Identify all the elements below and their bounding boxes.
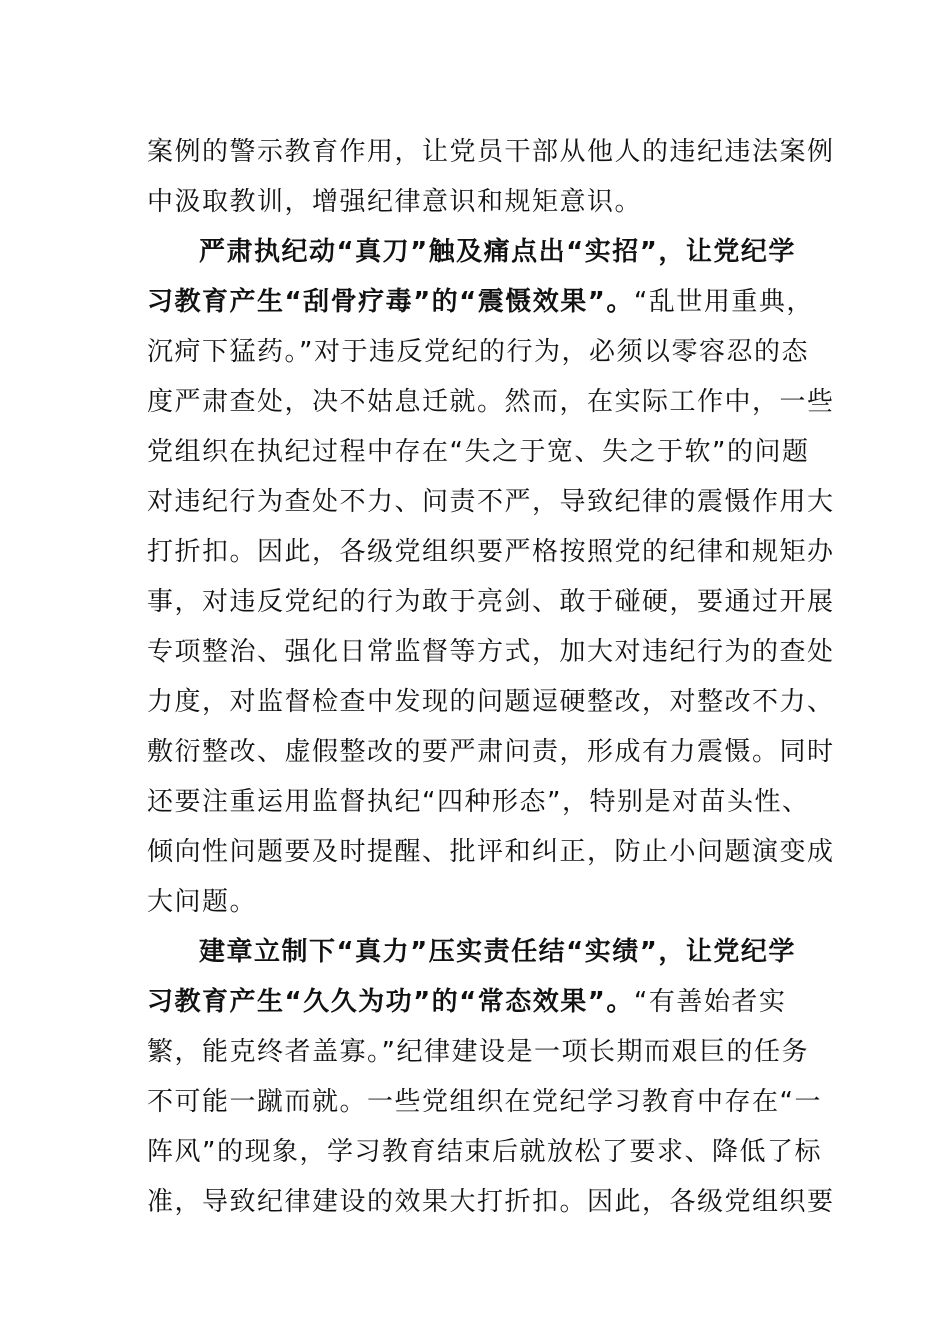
paragraph-2-line-2-rest: “乱世用重典， bbox=[633, 287, 814, 317]
paragraph-3-heading-line-2: 习教育产生“久久为功”的“常态效果”。 bbox=[147, 987, 634, 1017]
paragraph-3-line-4: 不可能一蹴而就。一些党组织在党纪学习教育中存在“一 bbox=[147, 1087, 822, 1117]
paragraph-3-line-5: 阵风”的现象，学习教育结束后就放松了要求、降低了标 bbox=[147, 1137, 822, 1167]
paragraph-2-line-12: 还要注重运用监督执纪“四种形态”，特别是对苗头性、 bbox=[147, 787, 810, 817]
paragraph-2-line-14: 大问题。 bbox=[147, 887, 258, 917]
paragraph-2-heading-line-1: 严肃执纪动“真刀”触及痛点出“实招”，让党纪学 bbox=[199, 237, 796, 267]
paragraph-1-line-2: 中汲取教训，增强纪律意识和规矩意识。 bbox=[147, 187, 643, 217]
paragraph-2-line-2 bbox=[147, 277, 837, 327]
paragraph-3-line-2-rest: “有善始者实 bbox=[633, 987, 787, 1017]
paragraph-3-line-6: 准，导致纪律建设的效果大打折扣。因此，各级党组织要 bbox=[147, 1187, 835, 1217]
paragraph-2-line-11: 敷衍整改、虚假整改的要严肃问责，形成有力震慑。同时 bbox=[147, 737, 835, 767]
paragraph-2-line-5: 党组织在执纪过程中存在“失之于宽、失之于软”的问题 bbox=[147, 437, 810, 467]
paragraph-2-line-6: 对违纪行为查处不力、问责不严，导致纪律的震慑作用大 bbox=[147, 487, 835, 517]
paragraph-2-line-9: 专项整治、强化日常监督等方式，加大对违纪行为的查处 bbox=[147, 637, 835, 667]
paragraph-2-line-7: 打折扣。因此，各级党组织要严格按照党的纪律和规矩办 bbox=[147, 537, 835, 567]
paragraph-2-line-4: 度严肃查处，决不姑息迁就。然而，在实际工作中，一些 bbox=[147, 387, 835, 417]
paragraph-3-line-3: 繁，能克终者盖寡。”纪律建设是一项长期而艰巨的任务 bbox=[147, 1037, 809, 1067]
paragraph-2-line-10: 力度，对监督检查中发现的问题逗硬整改，对整改不力、 bbox=[147, 687, 835, 717]
paragraph-3-line-2 bbox=[147, 977, 837, 1027]
document-body bbox=[147, 127, 837, 1227]
paragraph-2-line-8: 事，对违反党纪的行为敢于亮剑、敢于碰硬，要通过开展 bbox=[147, 587, 835, 617]
paragraph-1-line-1: 案例的警示教育作用，让党员干部从他人的违纪违法案例 bbox=[147, 137, 835, 167]
paragraph-2-line-3: 沉疴下猛药。”对于违反党纪的行为，必须以零容忍的态 bbox=[147, 337, 809, 367]
paragraph-2-line-13: 倾向性问题要及时提醒、批评和纠正，防止小问题演变成 bbox=[147, 837, 835, 867]
paragraph-3-heading-line-1: 建章立制下“真力”压实责任结“实绩”，让党纪学 bbox=[199, 937, 796, 967]
paragraph-2-heading-line-2: 习教育产生“刮骨疗毒”的“震慑效果”。 bbox=[147, 287, 634, 317]
